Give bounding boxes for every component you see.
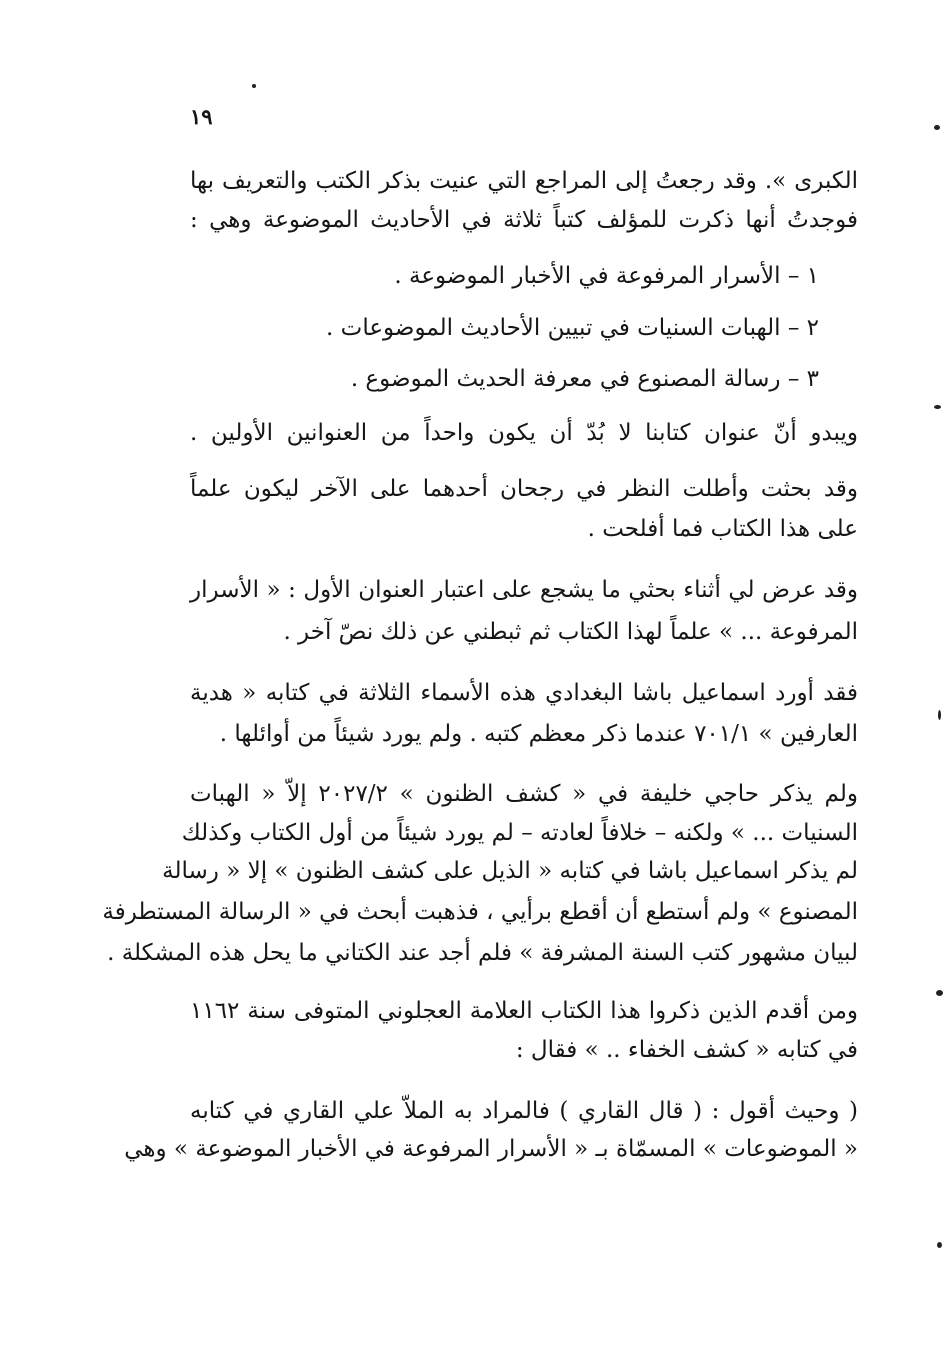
text-line: في كتابه « كشف الخفاء .. » فقال : [515, 1037, 858, 1063]
text-line: وقد عرض لي أثناء بحثي ما يشجع على اعتبار العنوان الأول : « الأسرار [190, 577, 858, 603]
scan-mark [252, 84, 256, 88]
list-item: ٣ – رسالة المصنوع في معرفة الحديث الموضوع . [350, 366, 819, 392]
text-line: ( وحيث أقول : ( قال القاري ) فالمراد به الملاّ علي القاري في كتابه [190, 1098, 858, 1124]
scan-mark [937, 1242, 942, 1248]
text-line: ولم يذكر حاجي خليفة في « كشف الظنون » ٢٠٢٧/٢ إلاّ « الهبات [190, 781, 858, 807]
text-line: وقد بحثت وأطلت النظر في رجحان أحدهما على الآخر ليكون علماً [190, 476, 858, 502]
list-item: ٢ – الهبات السنيات في تبيين الأحاديث الموضوعات . [326, 315, 819, 341]
scan-mark [934, 405, 941, 409]
text-line: على هذا الكتاب فما أفلحت . [587, 516, 858, 542]
text-line: فقد أورد اسماعيل باشا البغدادي هذه الأسماء الثلاثة في كتابه « هدية [190, 680, 858, 706]
text-line: العارفين » ٧٠١/١ عندما ذكر معظم كتبه . ولم يورد شيئاً من أوائلها . [219, 721, 858, 747]
page-number: ١٩ [190, 104, 213, 129]
scan-mark [936, 990, 943, 996]
text-line: السنيات ... » ولكنه – خلافاً لعادته – لم يورد شيئاً من أول الكتاب وكذلك [181, 820, 858, 846]
scan-mark [934, 125, 940, 130]
text-line: المصنوع » ولم أستطع أن أقطع برأيي ، فذهبت أبحث في « الرسالة المستطرفة [102, 899, 858, 925]
text-line: المرفوعة ... » علماً لهذا الكتاب ثم ثبطني عن ذلك نصّ آخر . [283, 619, 858, 645]
text-line: « الموضوعات » المسمّاة بـ « الأسرار المرفوعة في الأخبار الموضوعة » وهي [124, 1136, 858, 1162]
text-line: ويبدو أنّ عنوان كتابنا لا بُدّ أن يكون واحداً من العنوانين الأولين . [190, 420, 858, 446]
text-line: لم يذكر اسماعيل باشا في كتابه « الذيل على كشف الظنون » إلا « رسالة [162, 858, 858, 884]
text-line: ومن أقدم الذين ذكروا هذا الكتاب العلامة العجلوني المتوفى سنة ١١٦٢ [190, 998, 858, 1024]
list-item: ١ – الأسرار المرفوعة في الأخبار الموضوعة . [394, 263, 819, 289]
text-line: لبيان مشهور كتب السنة المشرفة » فلم أجد عند الكتاني ما يحل هذه المشكلة . [107, 940, 858, 966]
text-line: فوجدتُ أنها ذكرت للمؤلف كتباً ثلاثة في الأحاديث الموضوعة وهي : [190, 207, 858, 233]
text-line: الكبرى ». وقد رجعتُ إلى المراجع التي عنيت بذكر الكتب والتعريف بها [190, 168, 858, 194]
scan-mark [938, 710, 941, 720]
